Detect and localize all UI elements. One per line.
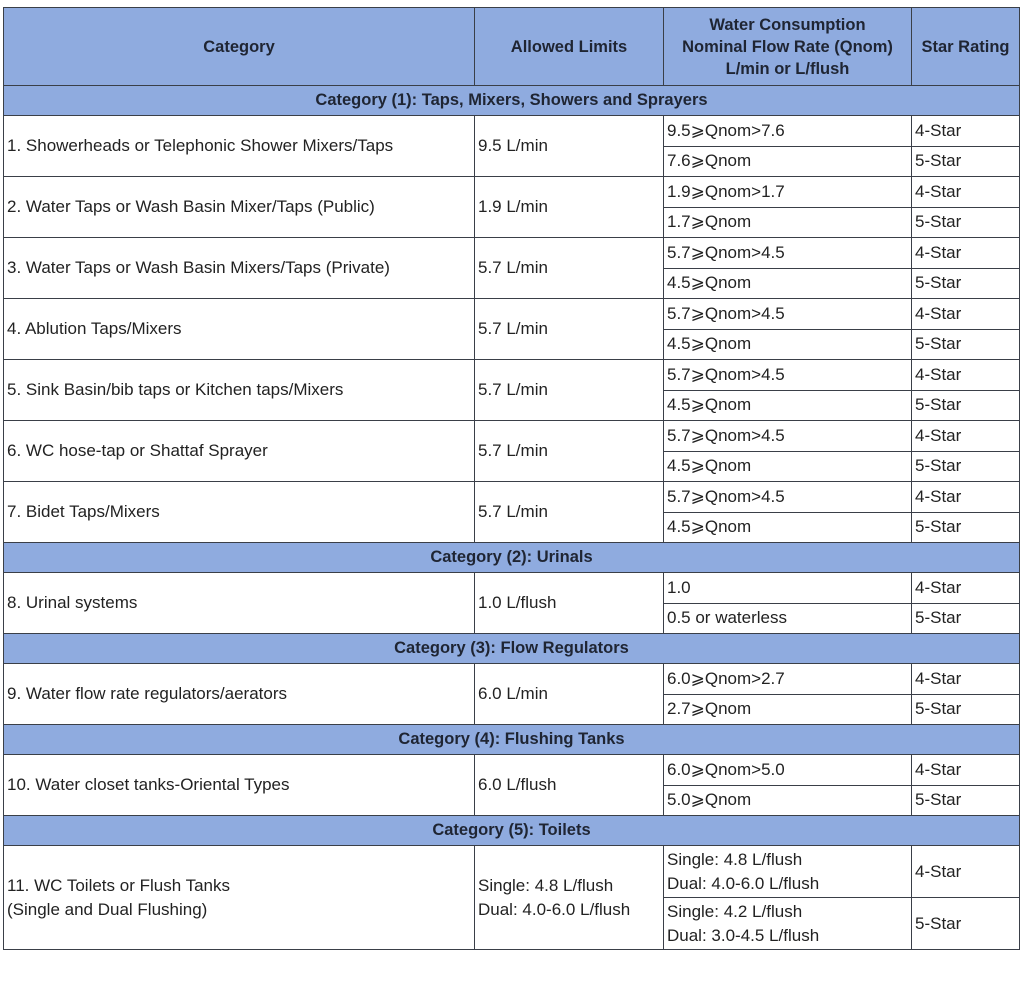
item-star: 4-Star <box>912 755 1020 786</box>
header-water-consumption-line1: Water Consumption <box>709 15 866 34</box>
item-limit: 5.7 L/min <box>475 238 664 299</box>
item-star: 4-Star <box>912 360 1020 391</box>
item-star: 4-Star <box>912 573 1020 604</box>
item-flow: 4.5⩾Qnom <box>664 512 912 543</box>
item-name <box>4 846 475 950</box>
item-flow: 1.7⩾Qnom <box>664 207 912 238</box>
header-water-consumption-line3: L/min or L/flush <box>725 59 850 78</box>
table-row <box>4 664 1020 695</box>
section-title: Category (4): Flushing Tanks <box>4 725 1020 755</box>
item-star: 5-Star <box>912 512 1020 543</box>
item-name-line1: 11. WC Toilets or Flush Tanks <box>7 875 230 895</box>
table-row <box>4 238 1020 269</box>
section-title: Category (2): Urinals <box>4 543 1020 573</box>
section-row <box>4 725 1020 755</box>
item-limit: 6.0 L/min <box>475 664 664 725</box>
section-row <box>4 543 1020 573</box>
item-name: 5. Sink Basin/bib taps or Kitchen taps/Mixers <box>4 360 475 421</box>
item-star: 5-Star <box>912 785 1020 816</box>
item-flow: 5.7⩾Qnom>4.5 <box>664 421 912 452</box>
item-name: 9. Water flow rate regulators/aerators <box>4 664 475 725</box>
item-star: 4-Star <box>912 116 1020 147</box>
table-row <box>4 482 1020 513</box>
item-flow: 5.7⩾Qnom>4.5 <box>664 238 912 269</box>
item-flow: 9.5⩾Qnom>7.6 <box>664 116 912 147</box>
table-row <box>4 116 1020 147</box>
header-category: Category <box>4 8 475 86</box>
item-star: 5-Star <box>912 329 1020 360</box>
item-name: 7. Bidet Taps/Mixers <box>4 482 475 543</box>
section-row <box>4 634 1020 664</box>
table-row <box>4 360 1020 391</box>
item-name: 8. Urinal systems <box>4 573 475 634</box>
item-flow: 6.0⩾Qnom>2.7 <box>664 664 912 695</box>
item-flow: 5.7⩾Qnom>4.5 <box>664 360 912 391</box>
item-star: 5-Star <box>912 146 1020 177</box>
header-star-rating: Star Rating <box>912 8 1020 86</box>
item-name: 2. Water Taps or Wash Basin Mixer/Taps (Public) <box>4 177 475 238</box>
item-name-line2: (Single and Dual Flushing) <box>7 899 208 919</box>
item-star: 5-Star <box>912 898 1020 950</box>
item-star: 4-Star <box>912 299 1020 330</box>
item-limit: 5.7 L/min <box>475 421 664 482</box>
item-star: 5-Star <box>912 694 1020 725</box>
item-flow: 5.0⩾Qnom <box>664 785 912 816</box>
item-star: 5-Star <box>912 603 1020 634</box>
table-row <box>4 299 1020 330</box>
item-flow: 1.9⩾Qnom>1.7 <box>664 177 912 208</box>
item-flow: 5.7⩾Qnom>4.5 <box>664 299 912 330</box>
item-star: 5-Star <box>912 207 1020 238</box>
item-name: 10. Water closet tanks-Oriental Types <box>4 755 475 816</box>
item-flow: 4.5⩾Qnom <box>664 268 912 299</box>
item-star: 4-Star <box>912 421 1020 452</box>
item-flow: 4.5⩾Qnom <box>664 451 912 482</box>
item-name: 3. Water Taps or Wash Basin Mixers/Taps (Private) <box>4 238 475 299</box>
item-flow: 0.5 or waterless <box>664 603 912 634</box>
table-row <box>4 177 1020 208</box>
item-name: 1. Showerheads or Telephonic Shower Mixers/Taps <box>4 116 475 177</box>
item-flow-line1: Single: 4.2 L/flush <box>667 901 803 921</box>
section-row <box>4 816 1020 846</box>
header-allowed-limits: Allowed Limits <box>475 8 664 86</box>
header-water-consumption <box>664 8 912 86</box>
section-title: Category (5): Toilets <box>4 816 1020 846</box>
item-star: 4-Star <box>912 238 1020 269</box>
item-flow <box>664 846 912 898</box>
header-row <box>4 8 1020 86</box>
header-water-consumption-line2: Nominal Flow Rate (Qnom) <box>682 37 893 56</box>
section-title: Category (1): Taps, Mixers, Showers and Sprayers <box>4 86 1020 116</box>
item-limit-line1: Single: 4.8 L/flush <box>478 875 614 895</box>
table-row <box>4 755 1020 786</box>
item-limit: 6.0 L/flush <box>475 755 664 816</box>
table-row <box>4 573 1020 604</box>
item-flow <box>664 898 912 950</box>
item-star: 5-Star <box>912 268 1020 299</box>
item-flow-line1: Single: 4.8 L/flush <box>667 849 803 869</box>
item-limit <box>475 846 664 950</box>
item-name: 4. Ablution Taps/Mixers <box>4 299 475 360</box>
item-limit: 5.7 L/min <box>475 299 664 360</box>
item-flow-line2: Dual: 4.0-6.0 L/flush <box>667 873 820 893</box>
item-flow: 4.5⩾Qnom <box>664 329 912 360</box>
item-star: 5-Star <box>912 451 1020 482</box>
item-star: 4-Star <box>912 846 1020 898</box>
item-flow: 6.0⩾Qnom>5.0 <box>664 755 912 786</box>
item-star: 4-Star <box>912 664 1020 695</box>
item-flow: 5.7⩾Qnom>4.5 <box>664 482 912 513</box>
item-flow: 4.5⩾Qnom <box>664 390 912 421</box>
item-flow: 1.0 <box>664 573 912 604</box>
star-rating-table <box>3 7 1020 950</box>
item-star: 5-Star <box>912 390 1020 421</box>
item-star: 4-Star <box>912 177 1020 208</box>
section-row <box>4 86 1020 116</box>
item-flow: 7.6⩾Qnom <box>664 146 912 177</box>
item-name: 6. WC hose-tap or Shattaf Sprayer <box>4 421 475 482</box>
item-limit: 1.0 L/flush <box>475 573 664 634</box>
item-limit: 5.7 L/min <box>475 360 664 421</box>
section-title: Category (3): Flow Regulators <box>4 634 1020 664</box>
table-row <box>4 846 1020 898</box>
item-limit-line2: Dual: 4.0-6.0 L/flush <box>478 899 631 919</box>
table-row <box>4 421 1020 452</box>
item-flow-line2: Dual: 3.0-4.5 L/flush <box>667 925 820 945</box>
item-limit: 5.7 L/min <box>475 482 664 543</box>
item-flow: 2.7⩾Qnom <box>664 694 912 725</box>
item-star: 4-Star <box>912 482 1020 513</box>
item-limit: 9.5 L/min <box>475 116 664 177</box>
item-limit: 1.9 L/min <box>475 177 664 238</box>
